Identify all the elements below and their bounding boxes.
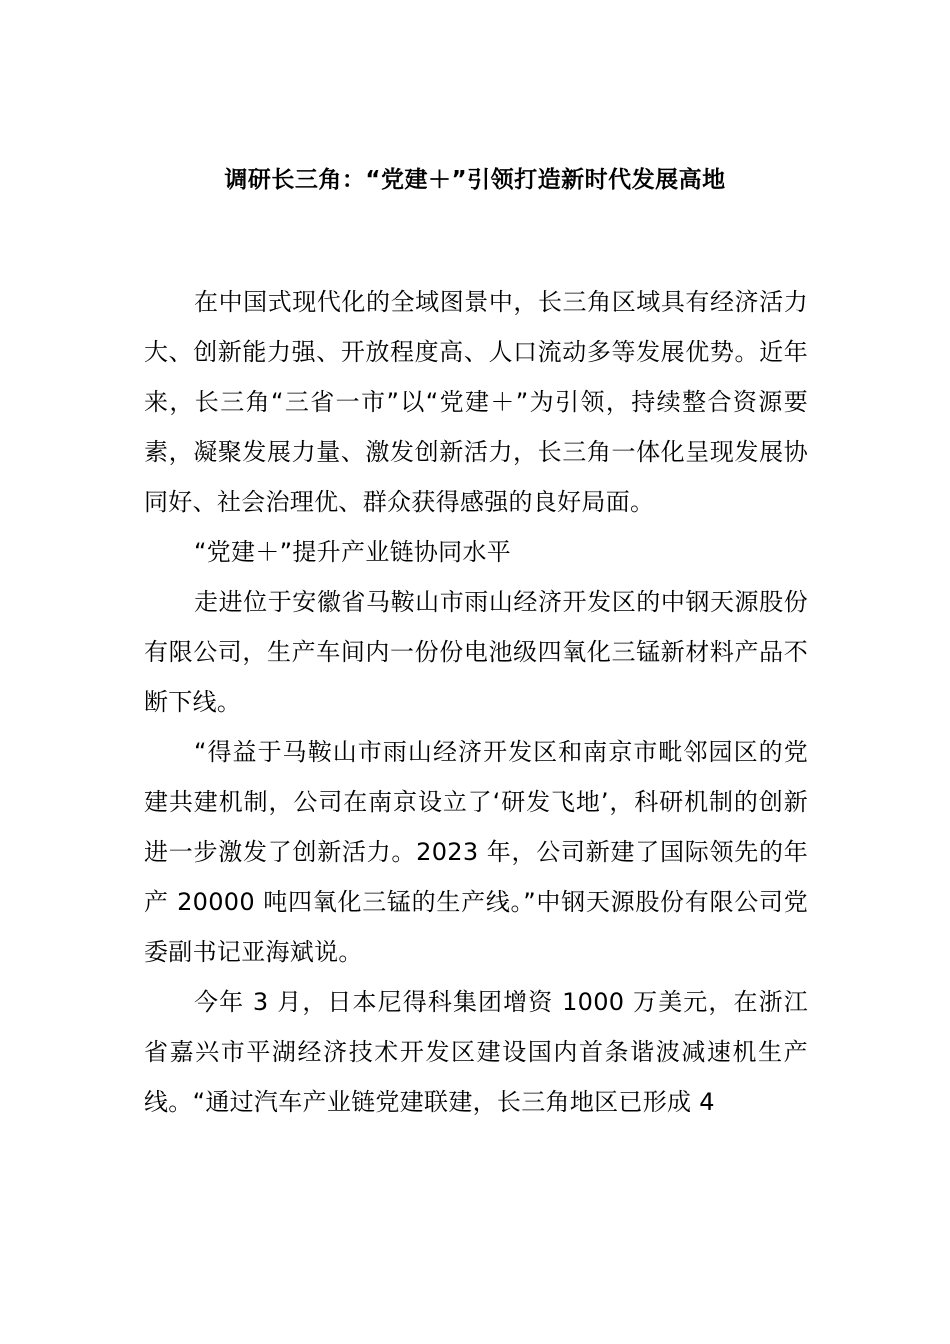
- paragraph-quote: “得益于马鞍山市雨山经济开发区和南京市毗邻园区的党建共建机制，公司在南京设立了‘研发飞地’，科研机制的创新进一步激发了创新活力。2023 年，公司新建了国际领先的年产 20000 吨四氧化三锰的生产线。”中钢天源股份有限公司党委副书记亚海斌说。: [144, 738, 808, 966]
- paragraph-company-visit: 走进位于安徽省马鞍山市雨山经济开发区的中钢天源股份有限公司，生产车间内一份份电池级四氧化三锰新材料产品不断下线。: [144, 588, 808, 716]
- paragraph-investment: 今年 3 月，日本尼得科集团增资 1000 万美元，在浙江省嘉兴市平湖经济技术开发区建设国内首条谐波减速机生产线。“通过汽车产业链党建联建，长三角地区已形成 4: [144, 988, 808, 1116]
- document-body: [144, 277, 808, 1127]
- section-heading: “党建＋”提升产业链协同水平: [194, 538, 512, 566]
- paragraph-intro: 在中国式现代化的全域图景中，长三角区域具有经济活力大、创新能力强、开放程度高、人口流动多等发展优势。近年来，长三角“三省一市”以“党建＋”为引领，持续整合资源要素，凝聚发展力量、激发创新活力，长三角一体化呈现发展协同好、社会治理优、群众获得感强的良好局面。: [144, 288, 808, 516]
- document-title: 调研长三角：“党建＋”引领打造新时代发展高地: [224, 167, 726, 193]
